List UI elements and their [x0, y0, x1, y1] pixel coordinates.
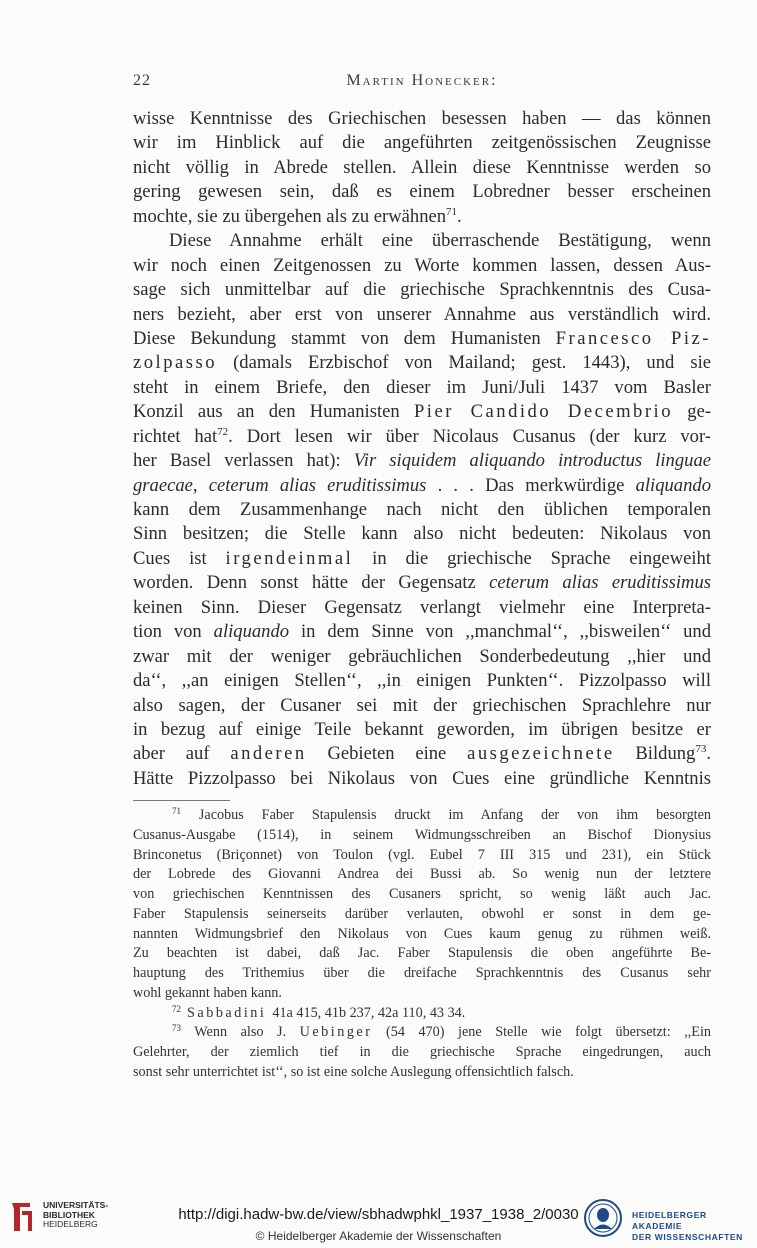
text-segment: .: [706, 743, 711, 765]
text-segment: worden. Denn sonst hätte der Gegensatz: [133, 572, 490, 594]
text-segment: Gebieten eine: [306, 743, 468, 765]
footnote-line: sonst sehr unterrichtet ist‘‘, so ist eine solche Auslegung offensichtlich falsch.: [133, 1063, 574, 1080]
text-line: kann dem Zusammenhange nach nicht den üblichen temporalen: [133, 499, 711, 520]
text-line: [133, 620, 711, 644]
footnote-line: Cusanus-Ausgabe (1514), in seinem Widmungsschreiben an Bischof Dionysius: [133, 826, 711, 843]
text-segment: ge-: [673, 401, 712, 423]
library-name-line: UNIVERSITÄTS-: [43, 1200, 109, 1210]
spaced-word: ausgezeichnete: [467, 743, 615, 765]
footnote-line: hauptung des Trithemius über die dreifache Sprachkenntnis des Cusanus sehr: [133, 965, 711, 981]
latin-term: aliquando: [635, 474, 711, 496]
text-line: steht in einem Briefe, den dieser im Juni/Juli 1437 vom Basler: [133, 376, 711, 398]
main-text: [133, 107, 711, 791]
library-name-line: HEIDELBERG: [43, 1219, 98, 1229]
permalink-url[interactable]: http://digi.hadw-bw.de/view/sbhadwphkl_1937_1938_2/0030: [178, 1206, 579, 1223]
text-line: Sinn besitzen; die Stelle kann also nicht bedeuten: Nikolaus von: [133, 523, 711, 545]
text-line: Diese Annahme erhält eine überraschende Bestätigung, wenn: [169, 230, 711, 252]
latin-quote: ceterum alias eruditissimus: [489, 572, 711, 594]
latin-quote: Vir siquidem aliquando introductus linguae: [353, 450, 711, 472]
page-number: 22: [133, 72, 151, 89]
footnote-line: von griechischen Kenntnissen des Cusaners spricht, so wenig läßt auch Jac.: [133, 886, 711, 902]
text-line: in bezug auf einige Teile bekannt geworden, im übrigen besitze er: [133, 718, 711, 740]
text-line: wir noch einen Zeitgenossen zu Worte kommen lassen, dessen Aus-: [133, 254, 711, 276]
text-segment: (damals Erzbischof von Mailand; gest. 1443), und sie: [217, 352, 711, 374]
footnote-line: Brinconetus (Briçonnet) von Toulon (vgl. Eubel 7 III 315 und 231), ein Stück: [133, 846, 711, 863]
footnote-divider: [133, 800, 230, 801]
text-line: [133, 425, 711, 449]
academy-name-line: DER WISSENSCHAFTEN: [632, 1232, 743, 1242]
text-segment: Konzil aus an den Humanisten: [133, 401, 414, 423]
footnote-mark: 71: [172, 806, 181, 816]
text-line: sage sich unmittelbar auf die griechische Sprachkenntnis des Cusa-: [133, 279, 711, 301]
library-name-line: BIBLIOTHEK: [43, 1209, 95, 1220]
footnote-line: Faber Stapulensis seinerseits darüber verlauten, obwohl er sonst in dem ge-: [133, 905, 711, 922]
text-line: [133, 205, 711, 229]
footnote-mark: 72: [172, 1003, 181, 1014]
text-line: keinen Sinn. Dieser Gegensatz verlangt vielmehr eine Interpreta-: [133, 596, 711, 618]
academy-seal-icon[interactable]: [583, 1198, 623, 1238]
footnote-line: wohl gekannt haben kann.: [133, 984, 282, 1001]
text-segment: Diese Bekundung stammt von dem Humanisten: [133, 327, 556, 349]
page-header: [133, 72, 711, 92]
footnote-mark: 73: [172, 1023, 181, 1034]
text-segment: mochte, sie zu übergehen als zu erwähnen: [133, 205, 447, 227]
text-line: Hätte Pizzolpasso bei Nikolaus von Cues eine gründliche Kenntnis: [133, 767, 711, 789]
footnote-text: Wenn also J.: [181, 1024, 300, 1041]
spaced-name: Pier Candido Decembrio: [413, 401, 674, 423]
footnote-71: [133, 806, 711, 826]
footnote-ref-71: 71: [446, 205, 458, 218]
spaced-word: irgendeinmal: [225, 547, 354, 569]
running-title: Martin Honecker:: [346, 72, 498, 89]
latin-quote: graecae, ceterum alias eruditissimus: [133, 474, 427, 496]
text-segment: Bildung: [614, 743, 696, 765]
text-line: nicht völlig in Abrede stellen. Allein diese Kenntnisse werden so: [133, 156, 711, 178]
text-line: [133, 400, 711, 424]
text-segment: in dem Sinne von ,,manchmal‘‘, ,,bisweilen‘‘ und: [289, 621, 711, 643]
footnote-text: 41a 415, 41b 237, 42a 110, 43 34.: [272, 1004, 466, 1021]
text-line: also sagen, der Cusaner sei mit der griechischen Sprachlehre nur: [133, 694, 711, 716]
text-line: gering gewesen sein, daß es einem Lobredner besser erscheinen: [133, 181, 711, 203]
digitization-footer: [0, 1193, 757, 1248]
text-segment: . . . Das merkwürdige: [426, 474, 636, 496]
footnote-line: Gelehrter, der ziemlich tief in die griechische Sprache eingedrungen, auch: [133, 1044, 711, 1060]
footnote-line: der Lobrede des Giovanni Andrea dei Bussi ab. So wenig nun der letztere: [133, 866, 711, 883]
text-line: [133, 449, 711, 473]
text-segment: tion von: [133, 621, 214, 643]
footnote-73: [133, 1023, 711, 1043]
text-segment: Cues ist: [133, 547, 226, 569]
text-line: zwar mit der weniger gebräuchlichen Sonderbedeutung ,,hier und: [133, 645, 711, 667]
text-line: [133, 547, 711, 571]
text-line: [133, 327, 711, 351]
text-line: da‘‘, ,,an einigen Stellen‘‘, ,,in einigen Punkten‘‘. Pizzolpasso will: [133, 670, 711, 692]
footnote-ref-72: 72: [217, 425, 229, 438]
text-segment: her Basel verlassen hat):: [133, 450, 354, 472]
footnotes: [133, 806, 711, 1083]
copyright-notice: © Heidelberger Akademie der Wissenschaften: [255, 1229, 502, 1243]
footnote-text: (54 470) jene Stelle wie folgt übersetzt: ,,Ein: [372, 1024, 711, 1041]
spaced-name: Francesco Piz-: [555, 327, 711, 349]
spaced-name: zolpasso: [133, 352, 218, 374]
text-segment: . Dort lesen wir über Nicolaus Cusanus (der kurz vor-: [228, 425, 711, 447]
footnote-text: Jacobus Faber Stapulensis druckt im Anfang der von ihm besorgten: [181, 807, 711, 823]
text-line: wisse Kenntnisse des Griechischen besessen haben — das können: [133, 108, 711, 129]
spaced-word: anderen: [230, 743, 307, 765]
text-line: [133, 351, 711, 375]
spaced-name: Sabbadini: [181, 1004, 273, 1021]
text-segment: richtet hat: [133, 425, 218, 447]
text-line: ners bezieht, aber erst von unserer Annahme aus verständlich wird.: [133, 303, 711, 325]
academy-name: [632, 1210, 757, 1243]
footnote-line: nannten Widmungsbrief den Nikolaus von Cues kaum genug zu rühmen weiß.: [133, 925, 711, 942]
latin-term: aliquando: [213, 621, 290, 643]
footnote-line: Zu beachten ist dabei, daß Jac. Faber Stapulensis die oben angeführte Be-: [133, 945, 711, 962]
spaced-name: Uebinger: [299, 1024, 373, 1041]
text-segment: in die griechische Sprache eingeweiht: [353, 547, 711, 569]
text-line: [133, 474, 711, 498]
text-segment: aber auf: [133, 743, 231, 765]
academy-name-line: HEIDELBERGER AKADEMIE: [632, 1210, 707, 1231]
text-segment: .: [457, 205, 462, 227]
footnote-72: [133, 1004, 711, 1024]
text-line: [133, 571, 711, 595]
text-line: [133, 742, 711, 766]
text-line: wir im Hinblick auf die angeführten zeitgenössischen Zeugnisse: [133, 132, 711, 154]
footnote-ref-73: 73: [695, 743, 707, 756]
